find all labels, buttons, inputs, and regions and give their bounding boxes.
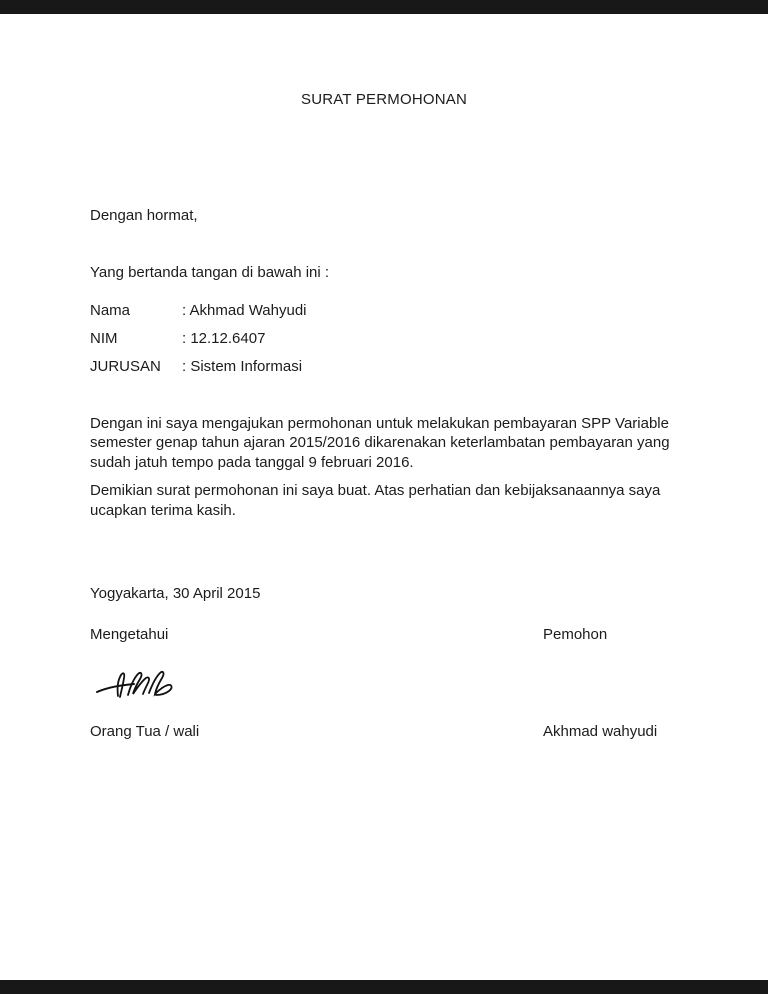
right-signature-title: Pemohon bbox=[543, 625, 608, 643]
letter-title: SURAT PERMOHONAN bbox=[301, 91, 467, 108]
signature-titles-row bbox=[90, 625, 678, 645]
right-signature-name: Akhmad wahyudi bbox=[543, 723, 658, 740]
intro-text: Yang bertanda tangan di bawah ini : bbox=[90, 264, 330, 281]
signature-names-row bbox=[90, 722, 678, 742]
field-label-jurusan: JURUSAN bbox=[90, 357, 161, 375]
field-row-nama bbox=[90, 301, 678, 319]
field-value-jurusan: : Sistem Informasi bbox=[182, 357, 303, 375]
handwritten-signature-image bbox=[90, 666, 543, 710]
salutation-text: Dengan hormat, bbox=[90, 206, 198, 224]
bottom-border-bar bbox=[0, 980, 768, 994]
top-border-bar bbox=[0, 0, 768, 14]
identity-fields bbox=[90, 301, 678, 375]
left-signature-title: Mengetahui bbox=[90, 625, 169, 643]
field-label-nama: Nama bbox=[90, 301, 131, 319]
field-row-nim bbox=[90, 329, 678, 347]
body-paragraph-closing: Demikian surat permohonan ini saya buat. Atas perhatian dan kebijaksanaannya saya ucapkan terima kasih. bbox=[90, 482, 661, 519]
letter-page bbox=[0, 14, 768, 980]
left-signature-name: Orang Tua / wali bbox=[90, 723, 200, 740]
date-line: Yogyakarta, 30 April 2015 bbox=[90, 585, 261, 602]
body-paragraph-request: Dengan ini saya mengajukan permohonan untuk melakukan pembayaran SPP Variable semester genap tahun ajaran 2015/2016 dikarenakan keterlambatan pembayaran yang sudah jatuh tempo pada tanggal 9 februari 2016. bbox=[90, 414, 670, 471]
field-row-jurusan bbox=[90, 357, 678, 375]
field-value-nama: : Akhmad Wahyudi bbox=[182, 301, 307, 319]
field-label-nim: NIM bbox=[90, 329, 118, 347]
signature-ink-icon bbox=[94, 666, 182, 708]
field-value-nim: : 12.12.6407 bbox=[182, 329, 266, 347]
